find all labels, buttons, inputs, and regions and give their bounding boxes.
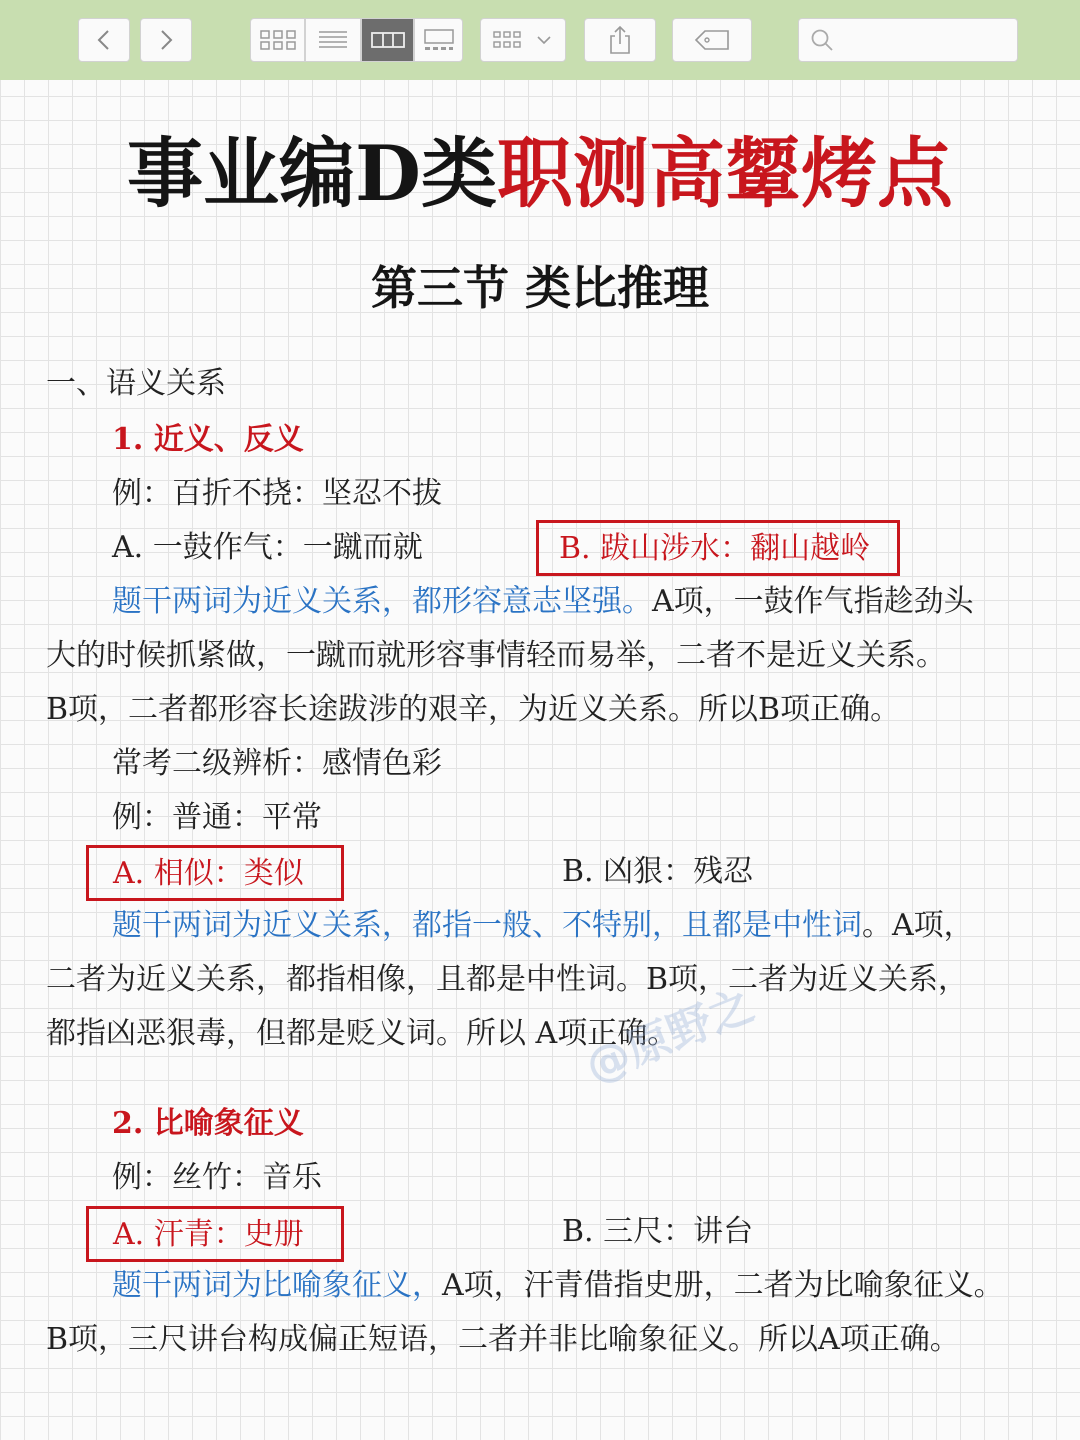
example-1: 例：百折不挠：坚忍不拔 — [112, 476, 442, 511]
option-1b: B. 跋山涉水：翻山越岭 — [559, 531, 871, 566]
explanation-2-highlight: 题干两词为近义关系，都指一般、不特别，且都是中性词 — [112, 908, 862, 943]
explanation-2-line-2: 二者为近义关系，都指相像，且都是中性词。B项，二者为近义关系， — [46, 962, 969, 997]
option-1a: A. 一鼓作气：一蹴而就 — [112, 530, 423, 565]
option-3a: A. 汗青：史册 — [113, 1217, 304, 1252]
explanation-2-line-3: 都指凶恶狠毒，但都是贬义词。所以 A项正确。 — [46, 1016, 678, 1051]
column-view-button[interactable] — [361, 18, 414, 62]
search-input[interactable] — [798, 18, 1018, 62]
section-subtitle: 第三节 类比推理 — [370, 261, 709, 315]
correct-answer-box-2 — [86, 845, 344, 901]
explanation-1-rest: A项，一鼓作气指趁劲头 — [652, 584, 974, 619]
share-icon — [607, 24, 633, 56]
explanation-1-line-1 — [112, 580, 974, 624]
explanation-3-highlight: 题干两词为比喻象征义， — [112, 1268, 442, 1303]
tag-button[interactable] — [672, 18, 752, 62]
explanation-1-line-2: 大的时候抓紧做，一蹴而就形容事情轻而易举，二者不是近义关系。 — [46, 638, 946, 673]
column-view-icon — [370, 30, 406, 50]
option-3b: B. 三尺：讲台 — [562, 1214, 754, 1249]
correct-answer-box-1 — [536, 520, 900, 576]
tag-icon — [692, 28, 732, 52]
explanation-3-line-2: B项，三尺讲台构成偏正短语，二者并非比喻象征义。所以A项正确。 — [46, 1322, 960, 1357]
list-view-icon — [317, 29, 349, 51]
title-black-part: 事业编D类 — [127, 129, 497, 218]
grid-view-button[interactable] — [250, 18, 305, 62]
explanation-1-highlight: 题干两词为近义关系，都形容意志坚强。 — [112, 584, 652, 619]
group-menu-icon — [490, 28, 556, 52]
analysis-note: 常考二级辨析：感情色彩 — [112, 746, 442, 781]
subsection-heading-1: 1. 近义、反义 — [112, 422, 304, 457]
gallery-view-button[interactable] — [414, 18, 463, 62]
share-button[interactable] — [584, 18, 656, 62]
watermark: @原野之 — [578, 979, 761, 1093]
forward-button[interactable] — [140, 18, 192, 62]
chevron-down-icon — [538, 37, 550, 43]
app-toolbar — [0, 0, 1080, 80]
chevron-right-icon — [156, 28, 176, 52]
example-2: 例：普通：平常 — [112, 800, 322, 835]
group-menu-button[interactable] — [480, 18, 566, 62]
example-3: 例：丝竹：音乐 — [112, 1160, 322, 1195]
back-button[interactable] — [78, 18, 130, 62]
explanation-1-line-3: B项，二者都形容长途跋涉的艰辛，为近义关系。所以B项正确。 — [46, 692, 901, 727]
title-red-part: 职测高颦烤点 — [496, 129, 953, 218]
section-heading: 一、语义关系 — [46, 366, 226, 401]
option-2b: B. 凶狠：残忍 — [562, 854, 754, 889]
list-view-button[interactable] — [305, 18, 361, 62]
correct-answer-box-3 — [86, 1206, 344, 1262]
explanation-2-line-1 — [112, 904, 974, 948]
grid-view-icon — [259, 28, 297, 52]
explanation-3-rest: A项，汗青借指史册，二者为比喻象征义。 — [442, 1268, 1004, 1303]
option-2a: A. 相似：类似 — [113, 856, 304, 891]
explanation-3-line-1 — [112, 1264, 1004, 1308]
explanation-2-rest: 。A项， — [862, 908, 974, 943]
search-icon — [809, 27, 835, 53]
page-title — [0, 128, 1080, 220]
chevron-left-icon — [94, 28, 114, 52]
gallery-view-icon — [422, 28, 456, 52]
subsection-heading-2: 2. 比喻象征义 — [112, 1106, 304, 1141]
